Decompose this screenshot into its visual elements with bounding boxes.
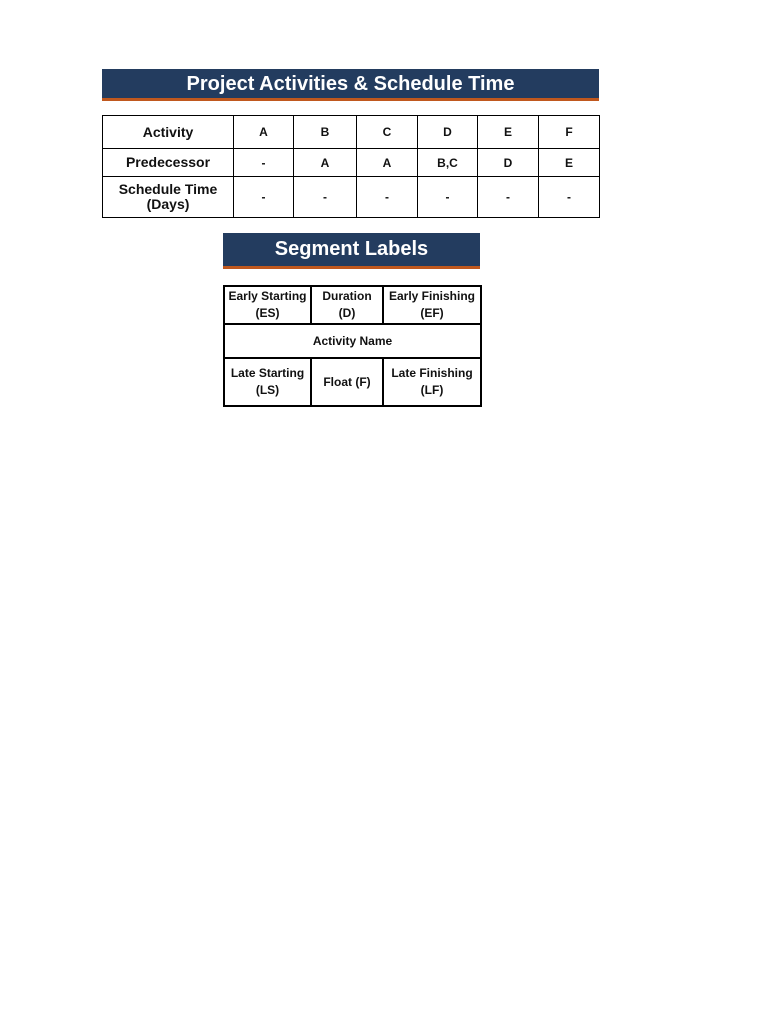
early-starting-cell: [224, 286, 311, 324]
segment-bottom-row: [224, 358, 481, 406]
late-finishing-abbr: (LF): [420, 383, 444, 397]
schedule-time-cell: -: [539, 177, 600, 218]
float-cell: Float (F): [311, 358, 383, 406]
late-starting-cell: [224, 358, 311, 406]
early-starting-abbr: (ES): [255, 306, 280, 320]
project-activities-title: Project Activities & Schedule Time: [102, 69, 599, 101]
segment-middle-row: [224, 324, 481, 358]
activity-cell: F: [539, 116, 600, 149]
schedule-time-cell: -: [418, 177, 478, 218]
activity-cell: E: [478, 116, 539, 149]
activity-cell: A: [234, 116, 294, 149]
late-finishing-cell: [383, 358, 481, 406]
activity-cell: B: [294, 116, 357, 149]
segment-labels-table: [223, 285, 482, 407]
schedule-time-cell: -: [478, 177, 539, 218]
segment-top-row: [224, 286, 481, 324]
duration-cell: [311, 286, 383, 324]
predecessor-cell: D: [478, 149, 539, 177]
activity-name-cell: Activity Name: [224, 324, 481, 358]
late-finishing-label: Late Finishing: [391, 366, 473, 380]
predecessor-cell: A: [357, 149, 418, 177]
duration-abbr: (D): [338, 306, 356, 320]
early-finishing-abbr: (EF): [420, 306, 444, 320]
segment-labels-title: Segment Labels: [223, 233, 480, 269]
predecessor-row: [103, 149, 600, 177]
activity-cell: C: [357, 116, 418, 149]
early-finishing-label: Early Finishing: [388, 289, 475, 303]
activity-row-label: Activity: [103, 116, 234, 149]
predecessor-cell: E: [539, 149, 600, 177]
early-finishing-cell: [383, 286, 481, 324]
predecessor-cell: B,C: [418, 149, 478, 177]
schedule-time-row: [103, 177, 600, 218]
schedule-time-unit: (Days): [146, 196, 190, 212]
late-starting-label: Late Starting: [230, 366, 305, 380]
predecessor-row-label: Predecessor: [103, 149, 234, 177]
schedule-time-cell: -: [357, 177, 418, 218]
predecessor-cell: -: [234, 149, 294, 177]
schedule-time-row-label: [103, 177, 234, 218]
activity-cell: D: [418, 116, 478, 149]
schedule-time-cell: -: [294, 177, 357, 218]
activity-row: [103, 116, 600, 149]
schedule-time-cell: -: [234, 177, 294, 218]
duration-label: Duration: [322, 289, 372, 303]
schedule-time-label: Schedule Time: [118, 181, 218, 197]
predecessor-cell: A: [294, 149, 357, 177]
late-starting-abbr: (LS): [255, 383, 280, 397]
schedule-table: [102, 115, 600, 218]
early-starting-label: Early Starting: [228, 289, 307, 303]
